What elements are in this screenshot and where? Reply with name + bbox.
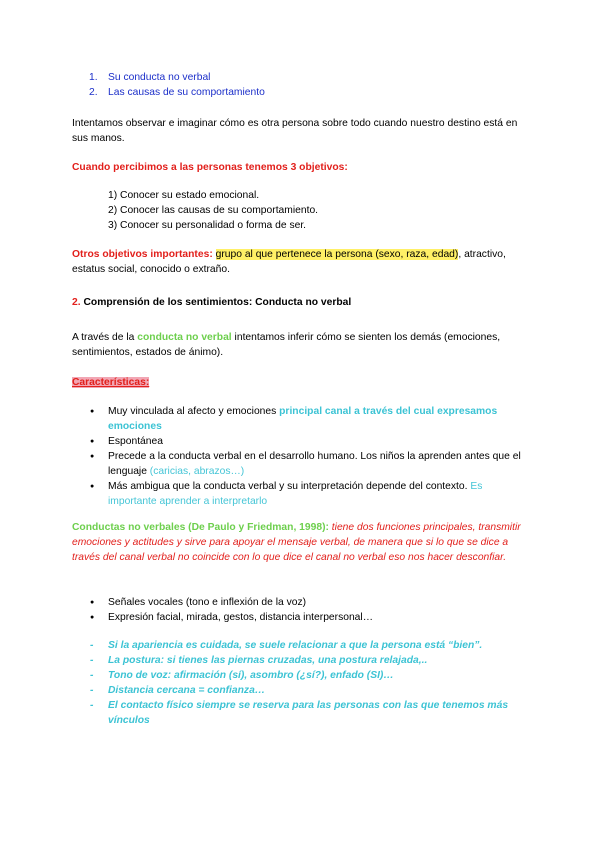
objetivos-heading: Cuando percibimos a las personas tenemos 3 objetivos: xyxy=(72,162,348,173)
section-title: Comprensión de los sentimientos: Conducta no verbal xyxy=(83,297,352,308)
objetivos-list xyxy=(72,188,532,233)
conductas-paragraph xyxy=(72,520,532,565)
item-text: Más ambigua que la conducta verbal y su interpretación depende del contexto. xyxy=(108,481,471,492)
caracteristicas-list xyxy=(72,404,532,509)
numbered-list xyxy=(72,70,532,100)
list-item: - Tono de voz: afirmación (sí), asombro (¿sí?), enfado (SI)… xyxy=(90,670,394,681)
list-item: ● Señales vocales (tono e inflexión de la voz) xyxy=(72,595,532,610)
list-item-text: Su conducta no verbal xyxy=(108,72,211,83)
caracteristicas-heading-text: Características: xyxy=(72,377,150,388)
conductas-text: tiene dos funciones principales, transmitir emociones y actitudes y sirve para apoyar el mensaje verbal, de manera que si lo que se dice a través del canal verbal no coincide con lo que dice el canal no verbal eso nos hacer desconfiar. xyxy=(72,522,521,563)
section-heading xyxy=(72,295,532,310)
conductas-heading: Conductas no verbales (De Paulo y Friedman, 1998): xyxy=(72,522,329,533)
item-text: Si la apariencia es cuidada, se suele relacionar a que la persona está “bien”. xyxy=(108,640,483,651)
item-text: El contacto físico siempre se reserva para las personas con las que tenemos más vínculos xyxy=(108,700,509,726)
list-item: 1. Su conducta no verbal xyxy=(89,72,211,83)
senales-list xyxy=(72,595,532,625)
traves-pre: A través de la xyxy=(72,332,138,343)
list-item: 2. Las causas de su comportamiento xyxy=(89,87,265,98)
item-text: Tono de voz: afirmación (sí), asombro (¿sí?), enfado (SI)… xyxy=(108,670,394,681)
caracteristicas-heading xyxy=(72,375,532,390)
list-item-text: Las causas de su comportamiento xyxy=(108,87,265,98)
item-accent: Es importante aprender a interpretarlo xyxy=(108,481,483,507)
traves-post: intentamos inferir cómo se sienten los demás (emociones, sentimientos, estados de ánimo). xyxy=(72,332,501,358)
item-text: Muy vinculada al afecto y emociones xyxy=(108,406,280,417)
list-item: ● Expresión facial, mirada, gestos, distancia interpersonal… xyxy=(72,610,532,625)
otros-rest: , atractivo, estatus social, conocido o extraño. xyxy=(72,249,506,275)
item-accent: (caricias, abrazos…) xyxy=(149,466,245,477)
list-item: - La postura: si tienes las piernas cruzadas, una postura relajada,.. xyxy=(90,655,428,666)
item-text: Distancia cercana = confianza… xyxy=(108,685,266,696)
list-item xyxy=(72,449,532,479)
item-accent: principal canal a través del cual expresamos emociones xyxy=(108,406,498,432)
list-item xyxy=(72,434,532,449)
intro-paragraph: Intentamos observar e imaginar cómo es otra persona sobre todo cuando nuestro destino está en sus manos. xyxy=(72,118,518,144)
otros-label: Otros objetivos importantes: xyxy=(72,249,213,260)
list-item: 2) Conocer las causas de su comportamiento. xyxy=(108,205,319,216)
list-item: 1) Conocer su estado emocional. xyxy=(108,190,260,201)
traves-paragraph xyxy=(72,330,532,360)
otros-objetivos-paragraph xyxy=(72,247,532,277)
item-text: Espontánea xyxy=(108,436,163,447)
section-number: 2. xyxy=(72,297,81,308)
highlighted-text: grupo al que pertenece la persona (sexo, raza, edad) xyxy=(215,249,459,260)
green-term: conducta no verbal xyxy=(137,332,232,343)
ejemplos-list xyxy=(72,638,532,728)
item-text: La postura: si tienes las piernas cruzadas, una postura relajada,.. xyxy=(108,655,428,666)
list-item: 3) Conocer su personalidad o forma de ser. xyxy=(108,220,307,231)
list-item: - Si la apariencia es cuidada, se suele relacionar a que la persona está “bien”. xyxy=(90,640,483,651)
list-item xyxy=(72,479,532,509)
list-item xyxy=(72,404,532,434)
list-item: - El contacto físico siempre se reserva para las personas con las que tenemos más vínculos xyxy=(90,700,509,726)
item-text: Precede a la conducta verbal en el desarrollo humano. Los niños la aprenden antes que el lenguaje xyxy=(108,451,521,477)
list-item: - Distancia cercana = confianza… xyxy=(90,685,266,696)
